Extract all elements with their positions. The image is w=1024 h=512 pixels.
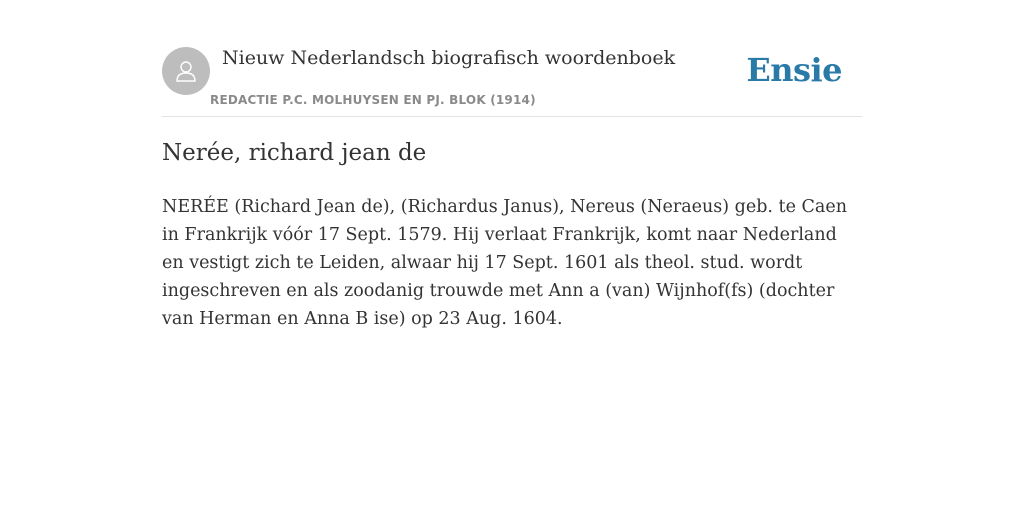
entry-text: NERÉE (Richard Jean de), (Richardus Janus), Nereus (Neraeus) geb. te Caen in Frankrijk vóór 17 Sept. 1579. Hij verlaat Frankrijk, komt naar Nederland en vestigt zich te Leiden, alwaar hij 17 Sept. 1601 als theol. stud. wordt ingeschreven en als zoodanig trouwde met Ann a (van) Wijnhof(fs) (dochter van Herman en Anna B ise) op 23 Aug. 1604. (162, 197, 847, 329)
editors-line: REDACTIE P.C. MOLHUYSEN EN PJ. BLOK (1914) (210, 93, 536, 107)
user-icon (173, 58, 199, 84)
entry-title: Nerée, richard jean de (162, 140, 427, 166)
book-title[interactable]: Nieuw Nederlandsch biografisch woordenboek (222, 47, 676, 69)
brand-logo[interactable]: Ensie (746, 51, 842, 89)
page-header (162, 46, 862, 117)
avatar[interactable] (162, 47, 210, 95)
